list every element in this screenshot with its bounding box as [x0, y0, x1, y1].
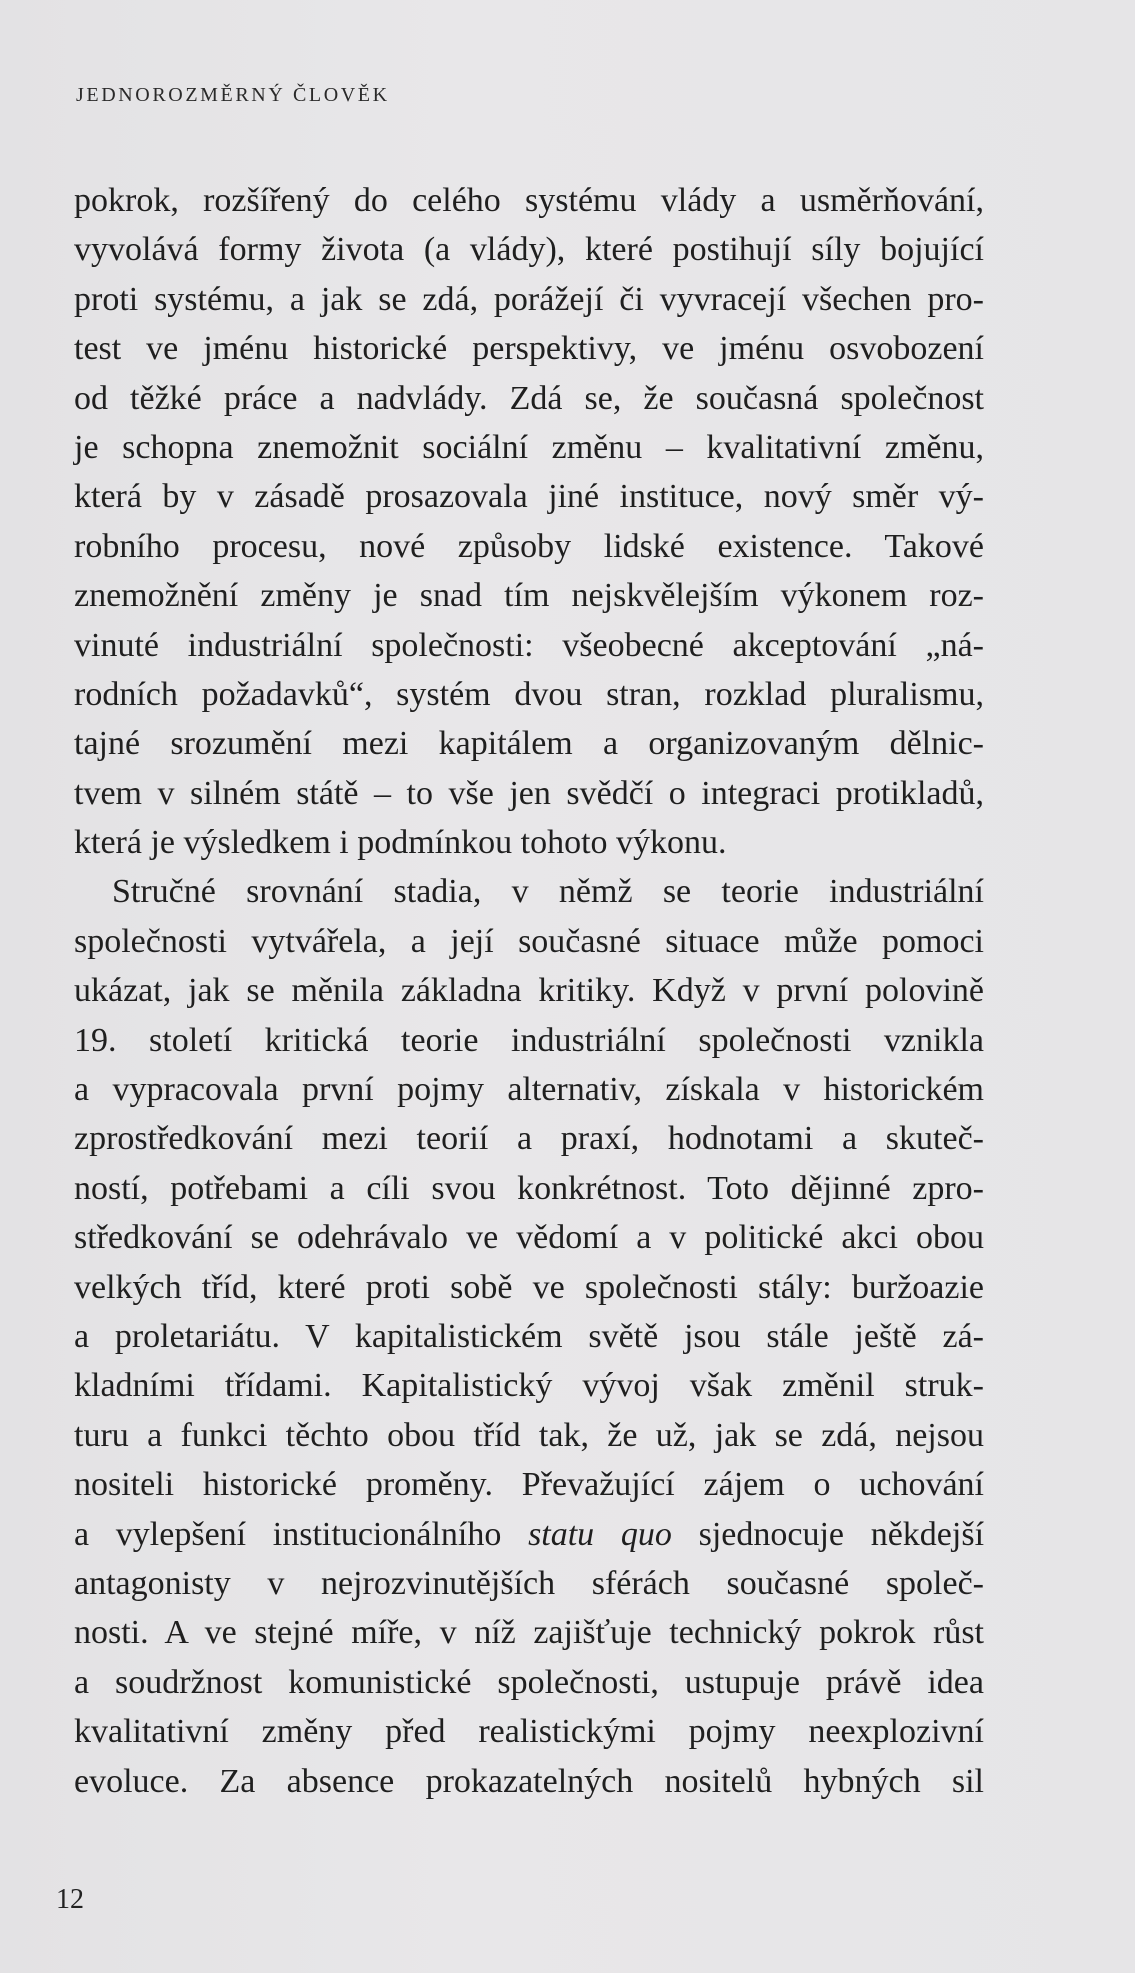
text-line: proti systému, a jak se zdá, porážejí či vyvracejí všechen pro-	[74, 280, 984, 318]
text-line: turu a funkci těchto obou tříd tak, že už, jak se zdá, nejsou	[74, 1416, 984, 1454]
text-line: společnosti vytvářela, a její současné situace může pomoci	[74, 922, 984, 960]
text-line	[74, 1510, 984, 1559]
text-line: tajné srozumění mezi kapitálem a organizovaným dělnic-	[74, 725, 984, 763]
text-line: která by v zásadě prosazovala jiné instituce, nový směr vý-	[74, 478, 984, 516]
text-line: vinuté industriální společnosti: všeobecné akceptování „ná-	[74, 626, 984, 664]
text-line: a soudržnost komunistické společnosti, ustupuje právě idea	[74, 1663, 984, 1701]
text-line: nosti. A ve stejné míře, v níž zajišťuje technický pokrok růst	[74, 1614, 984, 1652]
text-line: pokrok, rozšířený do celého systému vlády a usměrňování,	[74, 182, 984, 219]
text-line: evoluce. Za absence prokazatelných nositelů hybných sil	[74, 1762, 984, 1800]
text-line: středkování se odehrávalo ve vědomí a v politické akci obou	[74, 1219, 984, 1257]
text-line: velkých tříd, které proti sobě ve společnosti stály: buržoazie	[74, 1268, 984, 1306]
text-line: test ve jménu historické perspektivy, ve jménu osvobození	[74, 330, 984, 368]
text-line: je schopna znemožnit sociální změnu – kvalitativní změnu,	[74, 428, 984, 466]
text-line: kvalitativní změny před realistickými pojmy neexplozivní	[74, 1713, 984, 1751]
text-line: od těžké práce a nadvlády. Zdá se, že současná společnost	[74, 379, 984, 417]
text-line: zprostředkování mezi teorií a praxí, hodnotami a skuteč-	[74, 1120, 984, 1158]
text-line: a vypracovala první pojmy alternativ, získala v historickém	[74, 1071, 984, 1109]
text-line: Stručné srovnání stadia, v němž se teorie industriální	[112, 873, 984, 911]
text-segment: a vylepšení institucionálního	[74, 1515, 529, 1553]
text-line: kladními třídami. Kapitalistický vývoj však změnil struk-	[74, 1367, 984, 1405]
text-segment: sjednocuje někdejší	[671, 1515, 985, 1553]
italic-term: statu quo	[528, 1515, 672, 1553]
text-line: a proletariátu. V kapitalistickém světě jsou stále ještě zá-	[74, 1317, 984, 1355]
body-text	[74, 176, 984, 1806]
text-line: ukázat, jak se měnila základna kritiky. Když v první polovině	[74, 972, 984, 1010]
text-line: nositeli historické proměny. Převažující zájem o uchování	[74, 1466, 984, 1504]
text-line: která je výsledkem i podmínkou tohoto výkonu.	[74, 824, 727, 862]
page-number: 12	[56, 1884, 84, 1915]
running-header: JEDNOROZMĚRNÝ ČLOVĚK	[76, 84, 390, 106]
text-line: robního procesu, nové způsoby lidské existence. Takové	[74, 527, 984, 565]
text-line: rodních požadavků“, systém dvou stran, rozklad pluralismu,	[74, 675, 984, 713]
text-line: tvem v silném státě – to vše jen svědčí o integraci protikladů,	[74, 774, 984, 812]
text-line: ností, potřebami a cíli svou konkrétnost. Toto dějinné zpro-	[74, 1169, 984, 1207]
text-line: antagonisty v nejrozvinutějších sférách současné společ-	[74, 1564, 984, 1602]
text-line: vyvolává formy života (a vlády), které postihují síly bojující	[74, 231, 984, 269]
text-line: 19. století kritická teorie industriální společnosti vznikla	[74, 1021, 984, 1059]
text-line: znemožnění změny je snad tím nejskvělejším výkonem roz-	[74, 577, 984, 615]
